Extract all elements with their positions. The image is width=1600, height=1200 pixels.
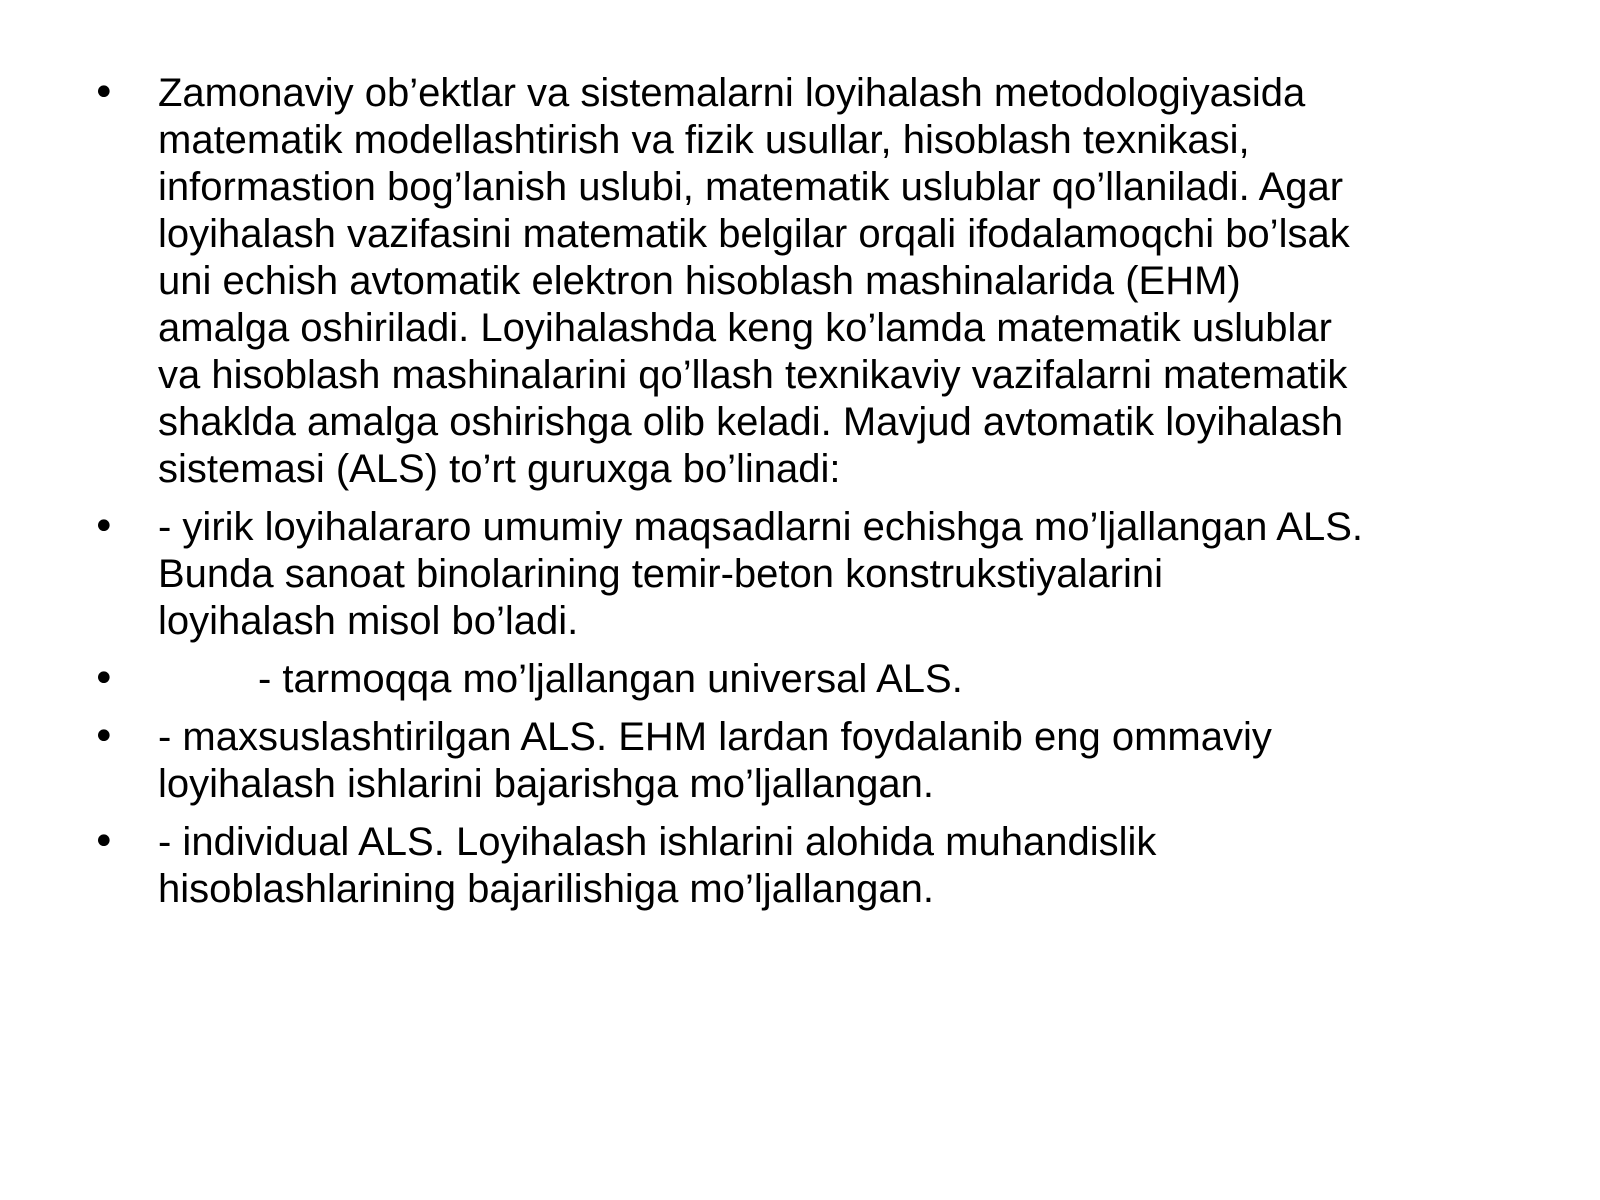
bullet-icon: •: [92, 714, 116, 760]
bullet-item-2: [92, 504, 1542, 645]
bullet-icon: •: [92, 70, 116, 116]
bullet-item-1: [92, 70, 1542, 493]
bullet-text-1: Zamonaviy ob’ektlar va sistemalarni loyihalash metodologiyasida matematik modellashtirish va fizik usullar, hisoblash texnikasi, informastion bog’lanish uslubi, matematik uslublar qo’llaniladi. Agar loyihalash vazifasini matematik belgilar orqali ifodalamoqchi bo’lsak uni echish avtomatik elektron hisoblash mashinalarida (EHM) amalga oshiriladi. Loyihalashda keng ko’lamda matematik uslublar va hisoblash mashinalarini qo’llash texnikaviy vazifalarni matematik shaklda amalga oshirishga olib keladi. Mavjud avtomatik loyihalash sistemasi (ALS) to’rt guruxga bo’linadi:: [158, 71, 1350, 491]
bullet-item-3: [92, 656, 1542, 703]
bullet-icon: •: [92, 819, 116, 865]
bullet-text-2: - yirik loyihalararo umumiy maqsadlarni echishga mo’ljallangan ALS. Bunda sanoat binolarining temir-beton konstrukstiyalarini loyihalash misol bo’ladi.: [158, 505, 1363, 643]
bullet-item-4: [92, 714, 1542, 808]
bullet-list: [92, 70, 1542, 924]
bullet-icon: •: [92, 656, 116, 702]
bullet-text-5: - individual ALS. Loyihalash ishlarini alohida muhandislik hisoblashlarining bajarilishiga mo’ljallangan.: [158, 820, 1157, 911]
bullet-text-3: - tarmoqqa mo’ljallangan universal ALS.: [258, 657, 963, 701]
bullet-item-5: [92, 819, 1542, 913]
bullet-text-4: - maxsuslashtirilgan ALS. EHM lardan foydalanib eng ommaviy loyihalash ishlarini bajarishga mo’ljallangan.: [158, 715, 1272, 806]
bullet-icon: •: [92, 504, 116, 550]
